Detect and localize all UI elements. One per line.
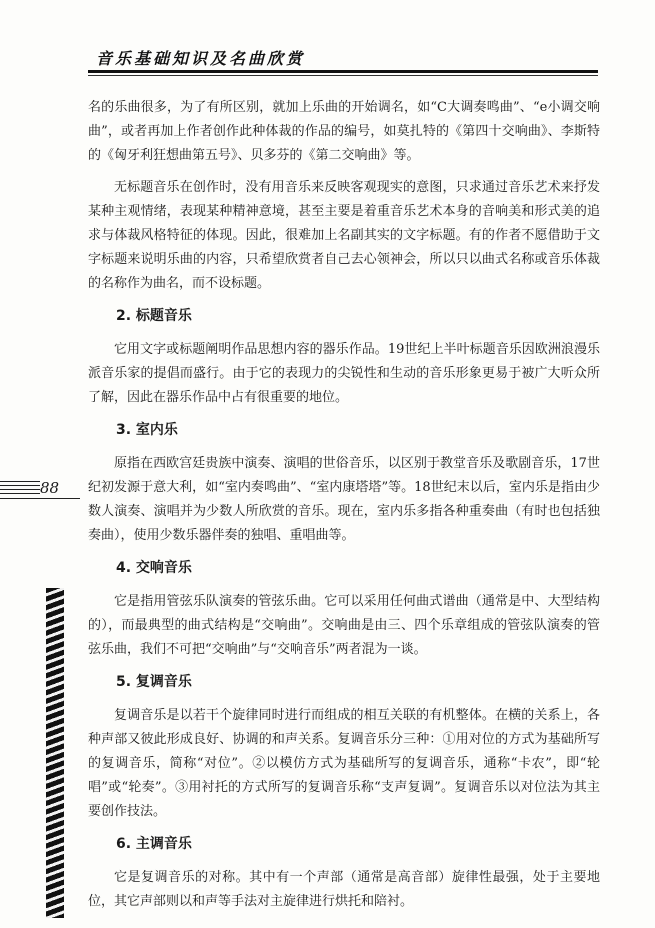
margin-stripe-decoration: [46, 588, 64, 918]
section-title-polyphonic-music: 5. 复调音乐: [116, 674, 192, 690]
section-body-homophonic-music: 它是复调音乐的对称。其中有一个声部（通常是高音部）旋律性最强，处于主要地位，其它声部则以和声等手法对主旋律进行烘托和陪衬。: [88, 870, 600, 909]
section-body-programme-music: 它用文字或标题阐明作品思想内容的器乐作品。19世纪上半叶标题音乐因欧洲浪漫乐派音乐家的提倡而盛行。由于它的表现力的尖锐性和生动的音乐形象更易于被广大听众所了解，因此在器乐作品中占有很重要的地位。: [88, 342, 600, 405]
section-body-chamber-music: 原指在西欧宫廷贵族中演奏、演唱的世俗音乐，以区别于教堂音乐及歌剧音乐，17世纪初发源于意大利，如“室内奏鸣曲”、“室内康塔塔”等。18世纪末以后，室内乐是指由少数人演奏、演唱并为少数人所欣赏的音乐。现在，室内乐多指各种重奏曲（有时也包括独奏曲），使用少数乐器伴奏的独唱、重唱曲等。: [88, 456, 600, 543]
running-header-title: 音乐基础知识及名曲欣赏: [96, 49, 306, 68]
page-number: 88: [40, 479, 60, 497]
section-title-programme-music: 2. 标题音乐: [116, 308, 192, 324]
page-body: [88, 96, 600, 922]
header-rule: [88, 70, 598, 73]
page-number-rule: [0, 498, 80, 499]
intro-paragraph: 无标题音乐在创作时，没有用音乐来反映客观现实的意图，只求通过音乐艺术来抒发某种主观情绪，表现某种精神意境，甚至主要是着重音乐艺术本身的音响美和形式美的追求与体裁风格特征的体现。因此，很难加上名副其实的文字标题。有的作者不愿借助于文字标题来说明乐曲的内容，只希望欣赏者自己去心领神会，所以只以曲式名称或音乐体裁的名称作为曲名，而不设标题。: [88, 180, 600, 291]
intro-paragraph-continued: 名的乐曲很多，为了有所区别，就加上乐曲的开始调名，如“C大调奏鸣曲”、“e小调交响曲”，或者再加上作者创作此种体裁的作品的编号，如莫扎特的《第四十交响曲》、李斯特的《匈牙利狂想曲第五号》、贝多芬的《第二交响曲》等。: [88, 100, 600, 163]
section-title-chamber-music: 3. 室内乐: [116, 422, 178, 438]
section-body-symphonic-music: 它是指用管弦乐队演奏的管弦乐曲。它可以采用任何曲式谱曲（通常是中、大型结构的），而最典型的曲式结构是“交响曲”。交响曲是由三、四个乐章组成的管弦队演奏的管弦乐曲，我们不可把“交响曲”与“交响音乐”两者混为一谈。: [88, 594, 600, 657]
header-rule-thin: [88, 75, 598, 76]
section-body-polyphonic-music: 复调音乐是以若干个旋律同时进行而组成的相互关联的有机整体。在横的关系上，各种声部又彼此形成良好、协调的和声关系。复调音乐分三种：①用对位的方式为基础所写的复调音乐，简称“对位”。②以模仿方式为基础所写的复调音乐，通称“卡农”，即“轮唱”或“轮奏”。③用衬托的方式所写的复调音乐称“支声复调”。复调音乐以对位法为其主要创作技法。: [88, 708, 600, 819]
section-title-homophonic-music: 6. 主调音乐: [116, 836, 192, 852]
section-title-symphonic-music: 4. 交响音乐: [116, 560, 192, 576]
